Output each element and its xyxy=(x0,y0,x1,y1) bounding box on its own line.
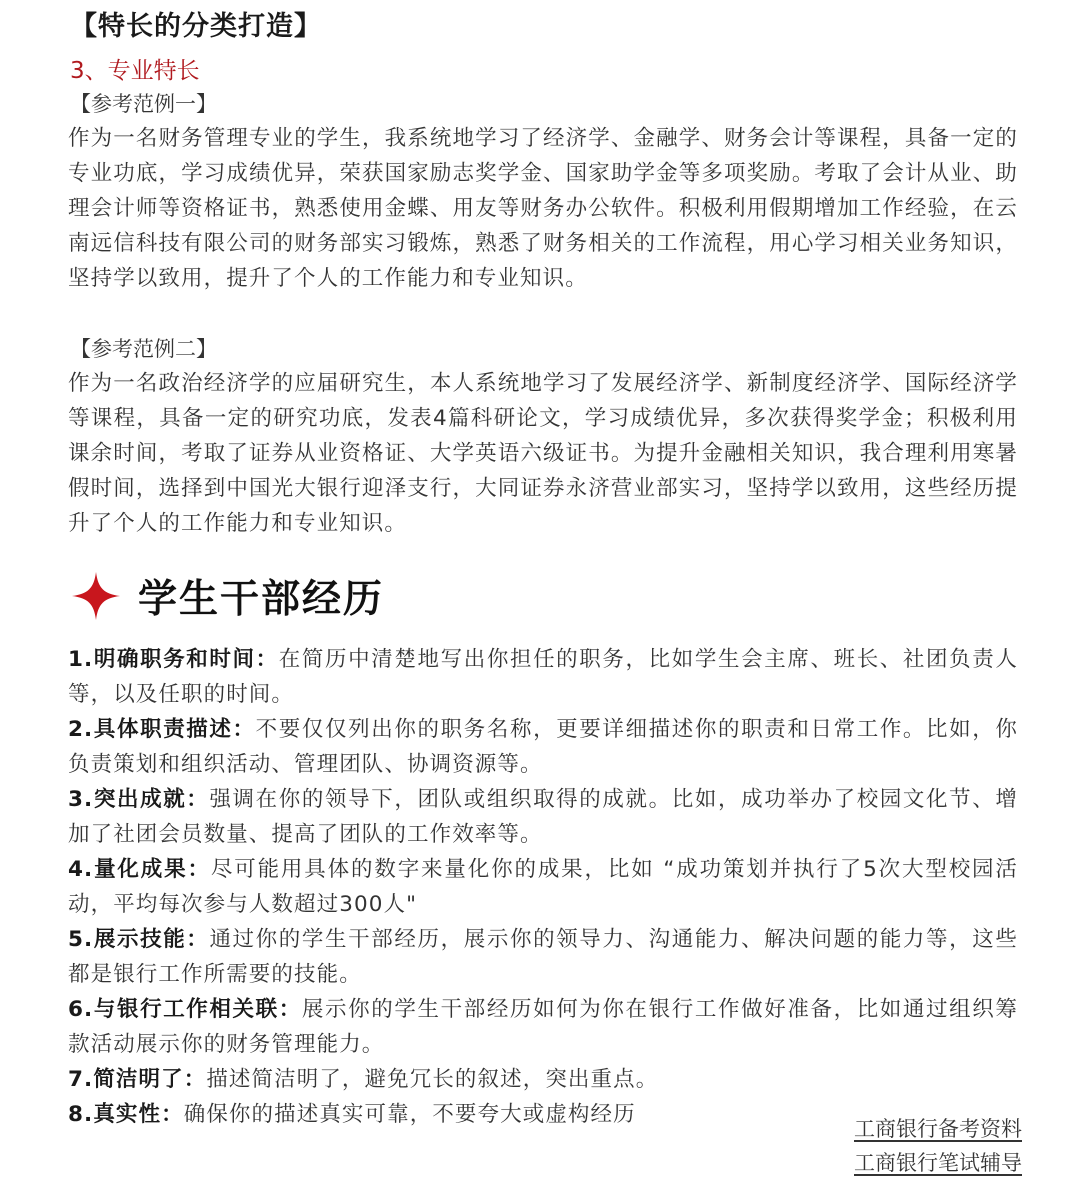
item-text: 确保你的描述真实可靠，不要夸大或虚构经历 xyxy=(183,1102,636,1127)
example-2-text: 作为一名政治经济学的应届研究生，本人系统地学习了发展经济学、新制度经济学、国际经济学等课程，具备一定的研究功底，发表4篇科研论文，学习成绩优异，多次获得奖学金；积极利用课余时间，考取了证券从业资格证、大学英语六级证书。为提升金融相关知识，我合理利用寒暑假时间，选择到中国光大银行迎泽支行，大同证券永济营业部实习，坚持学以致用，这些经历提升了个人的工作能力和专业知识。 xyxy=(68,371,1018,536)
item-heading: 5.展示技能： xyxy=(68,927,210,952)
section-title: 学生干部经历 xyxy=(138,577,385,622)
list-item xyxy=(68,642,1018,712)
item-heading: 7.简洁明了： xyxy=(68,1067,207,1092)
item-text: 在简历中清楚地写出你担任的职务，比如学生会主席、班长、社团负责人等，以及任职的时间。 xyxy=(68,647,1018,707)
item-text: 强调在你的领导下，团队或组织取得的成就。比如，成功举办了校园文化节、增加了社团会员数量、提高了团队的工作效率等。 xyxy=(68,787,1018,847)
example-1-text: 作为一名财务管理专业的学生，我系统地学习了经济学、金融学、财务会计等课程，具备一定的专业功底，学习成绩优异，荣获国家励志奖学金、国家助学金等多项奖励。考取了会计从业、助理会计师等资格证书，熟悉使用金蝶、用友等财务办公软件。积极利用假期增加工作经验，在云南远信科技有限公司的财务部实习锻炼，熟悉了财务相关的工作流程，用心学习相关业务知识，坚持学以致用，提升了个人的工作能力和专业知识。 xyxy=(68,126,1018,291)
page-title: 【特长的分类打造】 xyxy=(70,11,322,42)
four-point-star-icon xyxy=(70,570,122,622)
tips-list xyxy=(68,642,1018,1132)
item-heading: 6.与银行工作相关联： xyxy=(68,997,302,1022)
example-2-label: 【参考范例二】 xyxy=(70,337,217,361)
item-heading: 3.突出成就： xyxy=(68,787,210,812)
list-item xyxy=(68,852,1018,922)
item-heading: 1.明确职务和时间： xyxy=(68,647,279,672)
item-text: 不要仅仅列出你的职务名称，更要详细描述你的职责和日常工作。比如，你负责策划和组织活动、管理团队、协调资源等。 xyxy=(68,717,1019,777)
item-text: 描述简洁明了，避免冗长的叙述，突出重点。 xyxy=(206,1067,659,1092)
list-item xyxy=(68,992,1018,1062)
item-heading: 4.量化成果： xyxy=(68,857,211,882)
list-item xyxy=(68,712,1018,782)
footer-links xyxy=(854,1112,1022,1180)
item-text: 通过你的学生干部经历，展示你的领导力、沟通能力、解决问题的能力等，这些都是银行工作所需要的技能。 xyxy=(68,927,1018,987)
item-heading: 8.真实性： xyxy=(68,1102,184,1127)
item-heading: 2.具体职责描述： xyxy=(68,717,256,742)
example-1-label: 【参考范例一】 xyxy=(70,92,217,116)
subsection-title: 3、专业特长 xyxy=(70,58,200,84)
link-icbc-prep-materials[interactable]: 工商银行备考资料 xyxy=(854,1117,1022,1141)
section-header xyxy=(70,564,384,628)
link-icbc-exam-tutoring[interactable]: 工商银行笔试辅导 xyxy=(854,1151,1022,1175)
item-text: 尽可能用具体的数字来量化你的成果，比如 “成功策划并执行了5次大型校园活动，平均每次参与人数超过300人" xyxy=(68,857,1018,917)
list-item xyxy=(68,782,1018,852)
list-item xyxy=(68,922,1018,992)
item-text: 展示你的学生干部经历如何为你在银行工作做好准备，比如通过组织筹款活动展示你的财务管理能力。 xyxy=(68,997,1019,1057)
list-item xyxy=(68,1062,1018,1097)
